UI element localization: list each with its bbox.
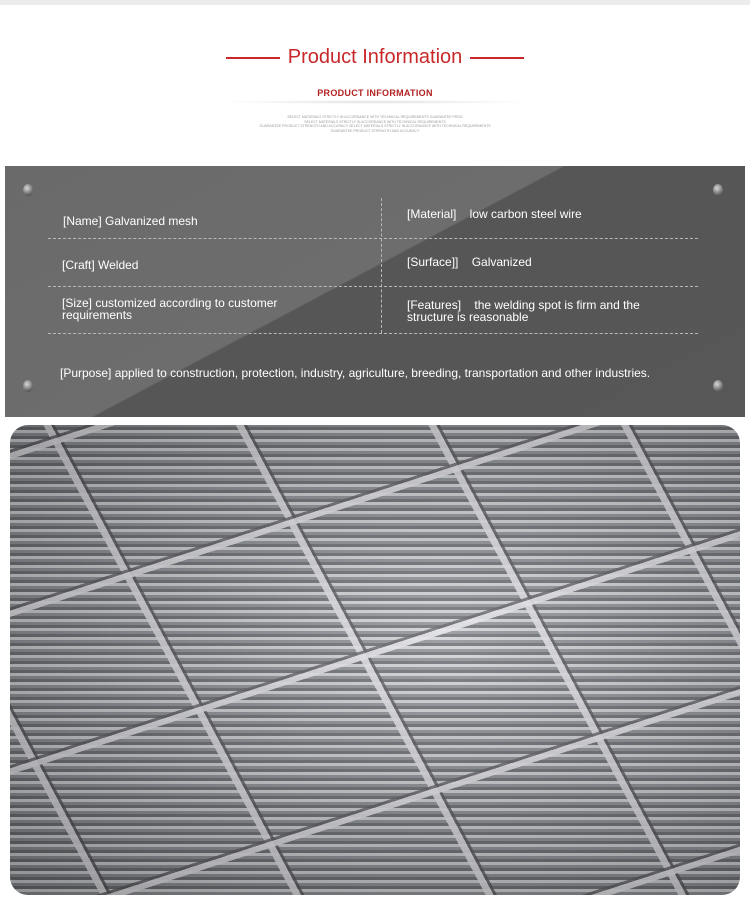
photo-shading — [10, 425, 740, 895]
spec-size: [Size] customized according to customer requirements — [62, 296, 278, 322]
fine-print-line: GUARANTEE PRODUCT STRENGTH AND ACCURACY — [330, 128, 420, 133]
section-subtitle: PRODUCT INFORMATION — [317, 88, 433, 98]
section-title: Product Information — [287, 46, 463, 68]
spec-name: [Name] Galvanized mesh — [63, 214, 198, 228]
spec-features: [Features] the welding spot is firm and the structure is reasonable — [407, 298, 644, 324]
row-divider — [48, 333, 698, 334]
section-header — [0, 46, 750, 69]
spec-material: [Material] low carbon steel wire — [407, 207, 582, 221]
spec-craft: [Craft] Welded — [62, 258, 139, 272]
fine-print-line: SELECT MATERIALS STRICTLY IN ACCORDANCE WITH TECHNICAL REQUIREMENTS GUARANTEE PROD — [287, 115, 463, 119]
column-divider — [381, 198, 382, 333]
row-divider — [48, 286, 698, 287]
title-rule-left — [226, 57, 280, 59]
rivet-icon — [23, 184, 33, 196]
spec-surface: [Surface]] Galvanized — [407, 255, 532, 269]
fine-print-line: GUARANTEE PRODUCT STRENGTH AND ACCURACY SELECT MATERIALS STRICTLY IN ACCORDANCE WITH TECHNICAL REQUIREMENTS — [259, 124, 491, 128]
divider-shadow — [215, 100, 535, 104]
top-bar — [0, 0, 750, 5]
title-rule-right — [470, 57, 524, 59]
rivet-icon — [713, 184, 723, 196]
rivet-icon — [713, 380, 723, 392]
rivet-icon — [23, 380, 33, 392]
row-divider — [48, 238, 698, 239]
spec-purpose: [Purpose] applied to construction, protection, industry, agriculture, breeding, transportation and other industries. — [60, 366, 651, 380]
galvanized-mesh-photo — [10, 425, 740, 895]
fine-print — [0, 115, 750, 133]
fine-print-line: SELECT MATERIALS STRICTLY IN ACCORDANCE WITH TECHNICAL REQUIREMENTS — [304, 119, 446, 124]
